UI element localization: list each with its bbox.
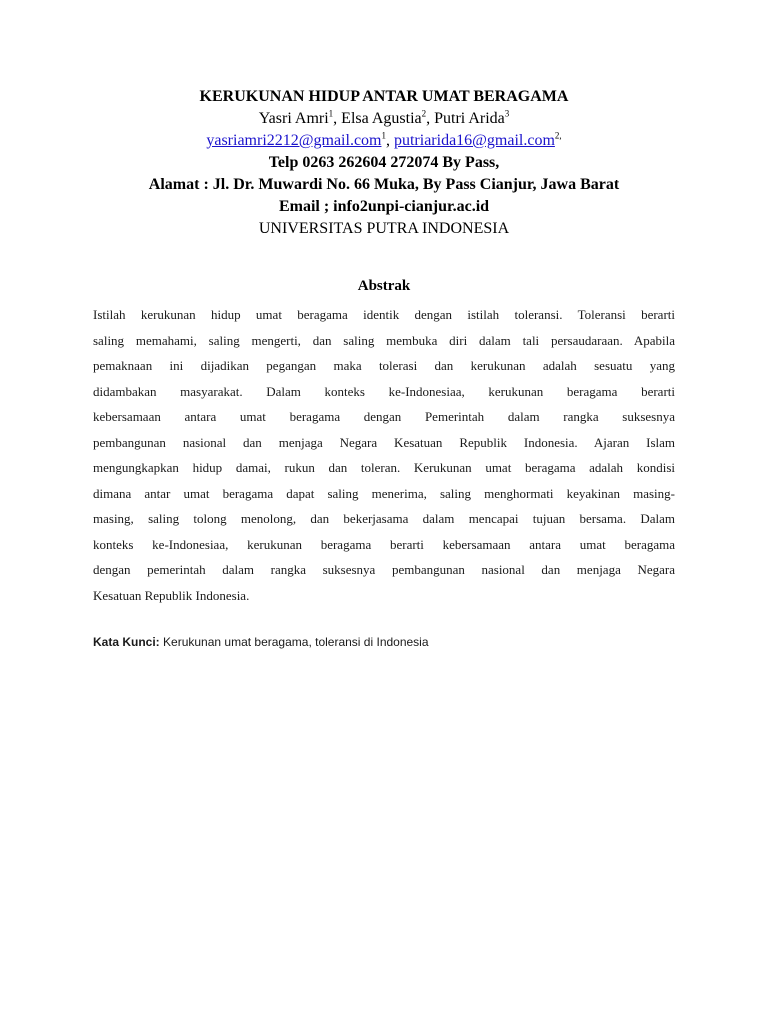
abstract-line: dengan pemerintah dalam rangka suksesnya pembangunan nasional dan menjaga Negara xyxy=(93,562,675,577)
author-affiliation-marker: 3 xyxy=(504,108,510,119)
abstract-line: pembangunan nasional dan menjaga Negara Kesatuan Republik Indonesia. Ajaran Islam xyxy=(93,434,675,450)
email-list xyxy=(60,130,708,152)
keywords-label: Kata Kunci: xyxy=(93,635,160,649)
author-separator: , xyxy=(333,110,342,127)
email-marker: 2, xyxy=(554,130,562,141)
email-link[interactable]: yasriamri2212@gmail.com xyxy=(206,132,382,149)
university-name: UNIVERSITAS PUTRA INDONESIA xyxy=(258,220,510,237)
author-separator: , xyxy=(426,110,435,127)
abstract-line: dimana antar umat beragama dapat saling menerima, saling menghormati keyakinan masing- xyxy=(93,485,675,501)
keywords-text: Kerukunan umat beragama, toleransi di Indonesia xyxy=(159,635,429,649)
author-name: Elsa Agustia xyxy=(341,110,422,127)
abstract-line: pemaknaan ini dijadikan pegangan maka tolerasi dan kerukunan adalah sesuatu yang xyxy=(93,358,675,373)
abstract-line: didambakan masyarakat. Dalam konteks ke-Indonesiaa, kerukunan beragama berarti xyxy=(93,383,675,399)
email-marker: 1 xyxy=(381,130,386,141)
paper-header xyxy=(60,86,708,240)
abstract-line: mengungkapkan hidup damai, rukun dan toleran. Kerukunan umat beragama adalah kondisi xyxy=(93,460,675,475)
email-link[interactable]: putriarida16@gmail.com xyxy=(393,132,555,149)
author-name: Putri Arida xyxy=(434,110,505,127)
abstract-line: masing, saling tolong menolong, dan bekerjasama dalam mencapai tujuan bersama. Dalam xyxy=(93,511,675,526)
email-separator: , xyxy=(385,132,394,149)
abstract-line: Kesatuan Republik Indonesia. xyxy=(93,587,250,603)
paper-title: KERUKUNAN HIDUP ANTAR UMAT BERAGAMA xyxy=(199,88,569,105)
author-list xyxy=(60,108,708,130)
phone-line: Telp 0263 262604 272074 By Pass, xyxy=(268,154,500,171)
abstract-heading: Abstrak xyxy=(357,278,411,294)
author-name: Yasri Amri xyxy=(258,110,329,127)
address-line: Alamat : Jl. Dr. Muwardi No. 66 Muka, By Pass Cianjur, Jawa Barat xyxy=(148,176,620,193)
author-affiliation-marker: 2 xyxy=(421,108,427,119)
author-affiliation-marker: 1 xyxy=(328,108,334,119)
institution-email-line: Email ; info2unpi-cianjur.ac.id xyxy=(278,198,490,215)
abstract-body xyxy=(93,302,675,608)
abstract-line: kebersamaan antara umat beragama dengan Pemerintah dalam rangka suksesnya xyxy=(93,409,675,424)
abstract-line: saling memahami, saling mengerti, dan saling membuka diri dalam tali persaudaraan. Apabila xyxy=(93,332,675,348)
abstract-line: Istilah kerukunan hidup umat beragama identik dengan istilah toleransi. Toleransi berarti xyxy=(93,307,675,322)
abstract-line: konteks ke-Indonesiaa, kerukunan beragama berarti kebersamaan antara umat beragama xyxy=(93,536,675,552)
keywords-section xyxy=(93,633,675,651)
